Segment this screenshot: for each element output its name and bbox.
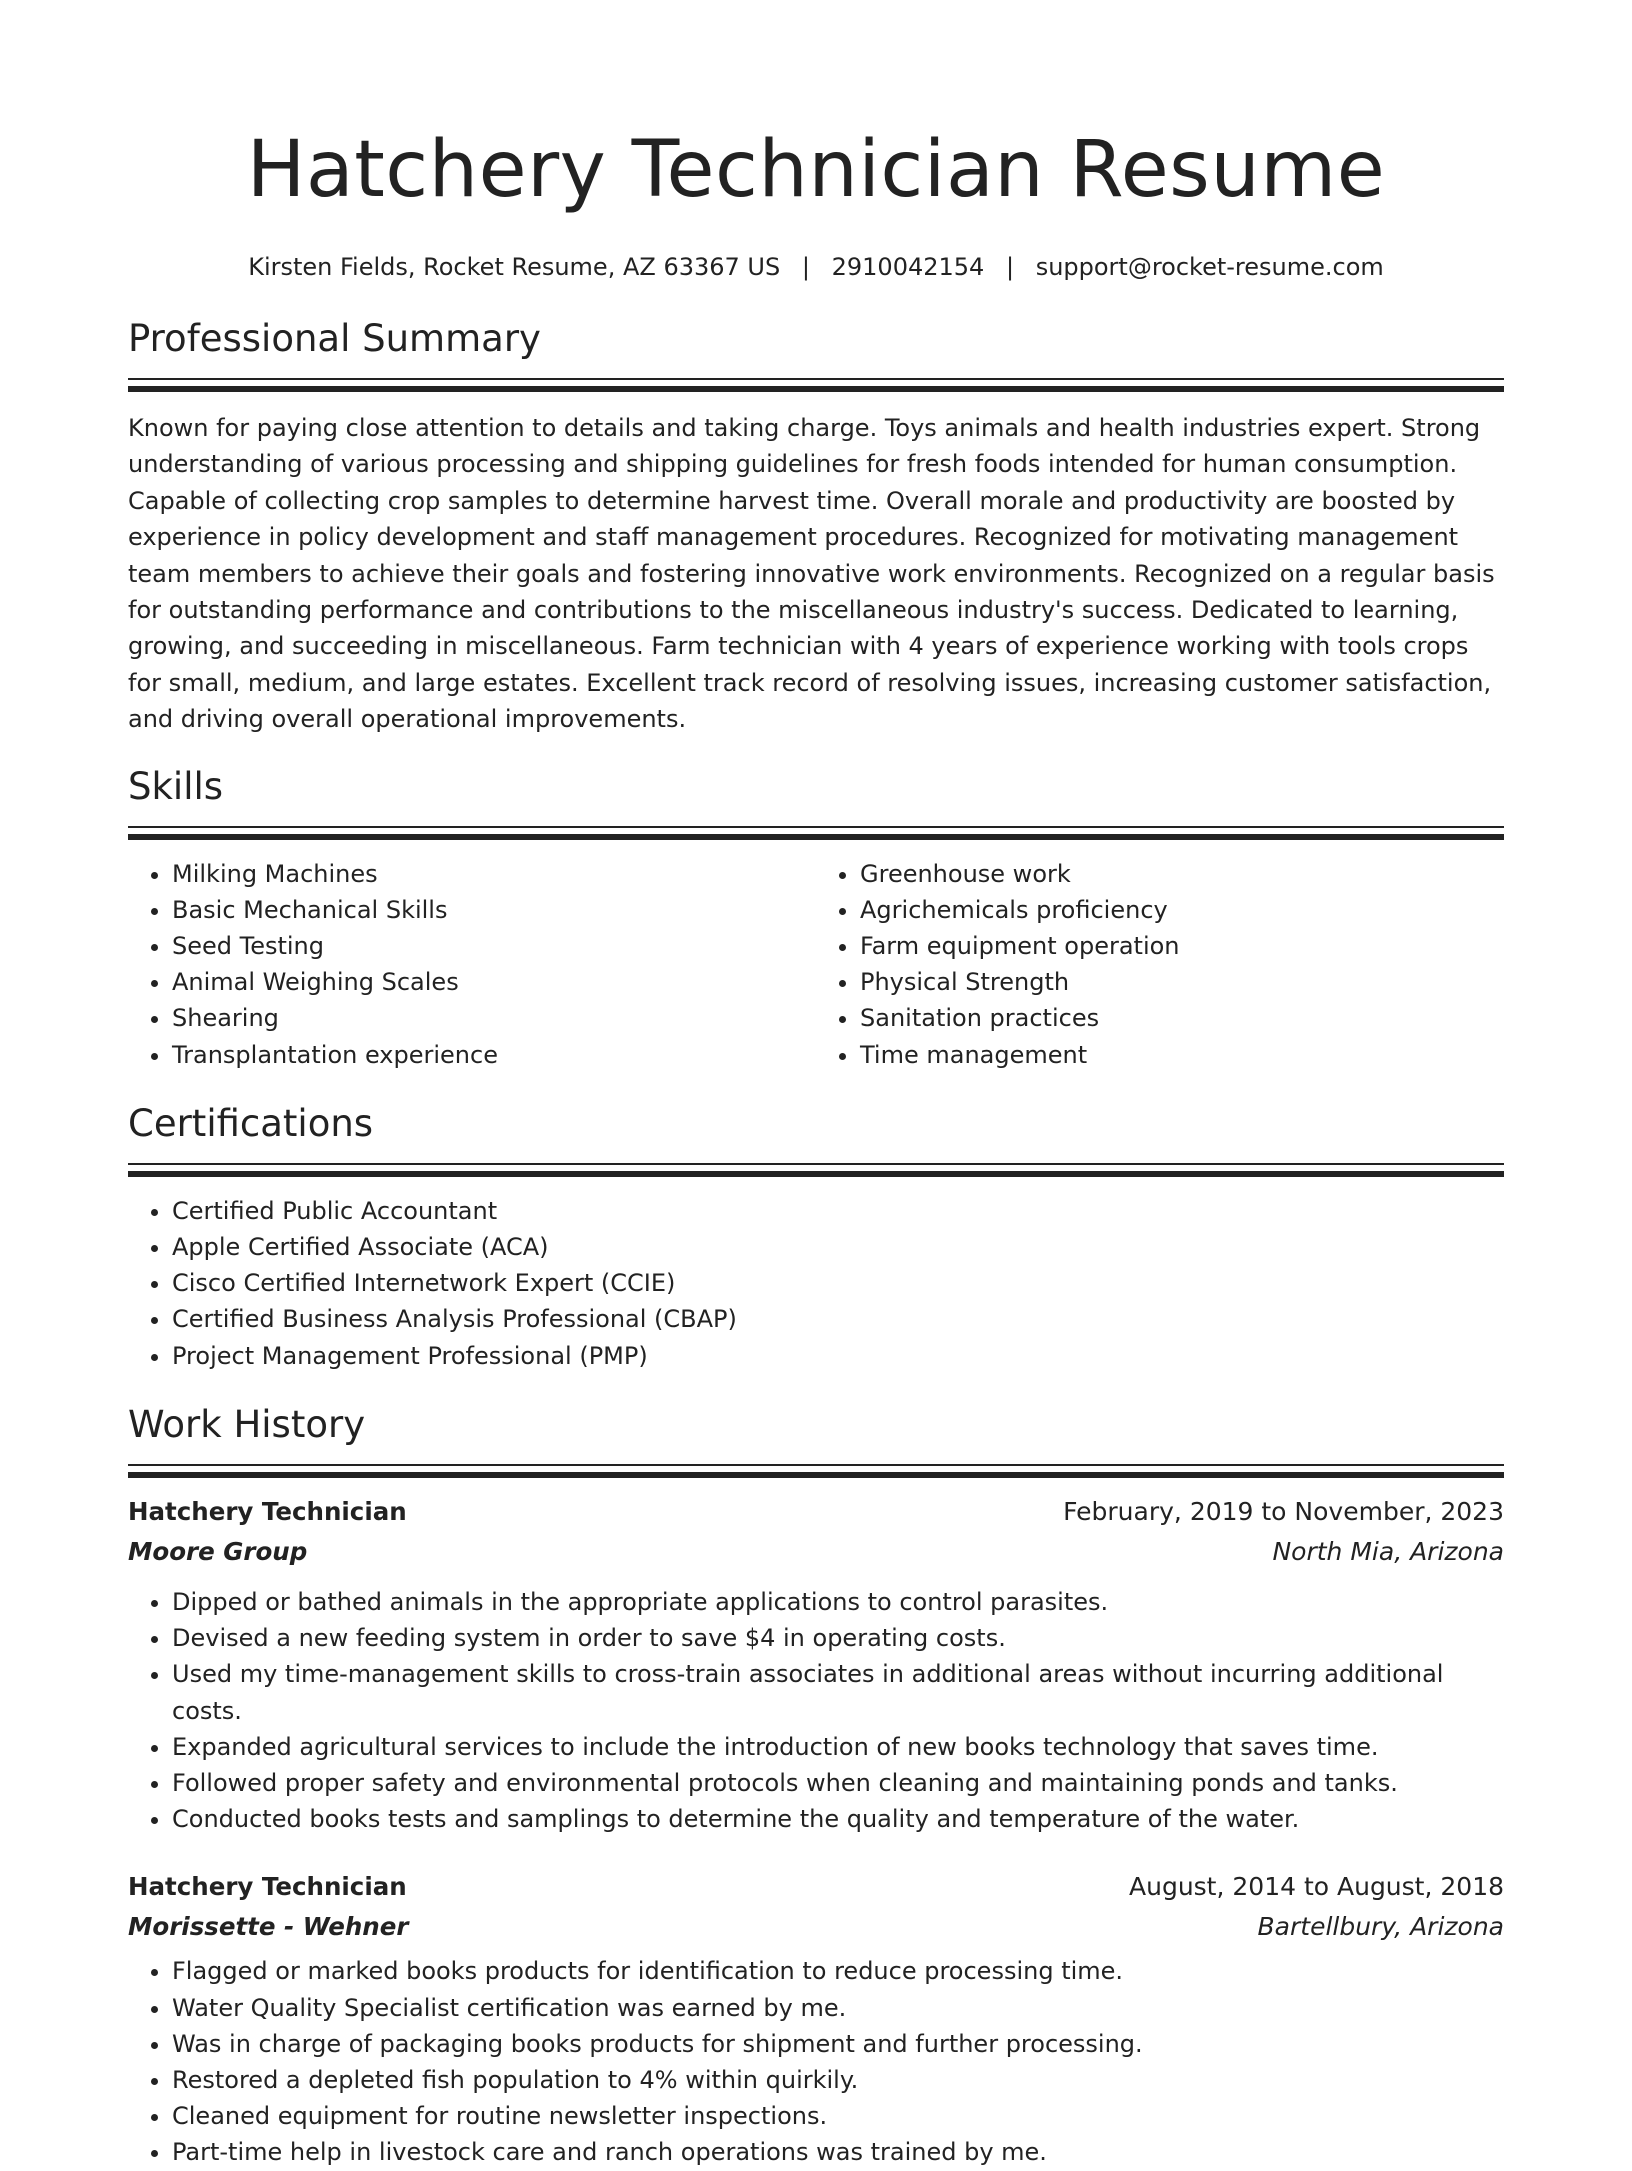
section-divider (128, 1464, 1504, 1478)
skill-item: • Animal Weighing Scales (172, 964, 816, 1000)
contact-address: Kirsten Fields, Rocket Resume, AZ 63367 US (248, 253, 781, 281)
certifications-list (128, 1193, 1504, 1374)
contact-separator: | (801, 253, 810, 281)
job-location: North Mia, Arizona (1272, 1536, 1504, 1566)
skill-item: • Sanitation practices (860, 1000, 1504, 1036)
work-history-heading: Work History (128, 1402, 366, 1446)
summary-heading: Professional Summary (128, 317, 541, 360)
job-header-row (128, 1867, 1504, 1907)
job-duty-item: • Devised a new feeding system in order to save $4 in operating costs. (172, 1620, 1504, 1656)
skill-item: • Physical Strength (860, 964, 1504, 1000)
certifications-heading: Certifications (128, 1101, 374, 1145)
skills-grid (128, 856, 1504, 1073)
skill-item: • Time management (860, 1037, 1504, 1073)
certification-item: • Project Management Professional (PMP) (172, 1338, 1504, 1374)
contact-line (128, 250, 1504, 284)
job-duty-item: • Part-time help in livestock care and ranch operations was trained by me. (172, 2134, 1504, 2170)
summary-text: Known for paying close attention to details and taking charge. Toys animals and health industries expert. Strong understanding of various processing and shipping guidelines for fresh foods intended for human consumption. Capable of collecting crop samples to determine harvest time. Overall morale and productivity are boosted by experience in policy development and staff management procedures. Recognized for motivating management team members to achieve their goals and fostering innovative work environments. Recognized on a regular basis for outstanding performance and contributions to the miscellaneous industry's success. Dedicated to learning, growing, and succeeding in miscellaneous. Farm technician with 4 years of experience working with tools crops for small, medium, and large estates. Excellent track record of resolving issues, increasing customer satisfaction, and driving overall operational improvements. (128, 414, 1495, 734)
skill-item: • Basic Mechanical Skills (172, 892, 816, 928)
skill-item: • Shearing (172, 1000, 816, 1036)
job-duty-item: • Dipped or bathed animals in the appropriate applications to control parasites. (172, 1584, 1504, 1620)
job-title: Hatchery Technician (128, 1872, 407, 1902)
skill-item: • Seed Testing (172, 928, 816, 964)
job-company: Morissette - Wehner (128, 1912, 409, 1942)
resume-title: Hatchery Technician Resume (246, 125, 1386, 215)
job-duty-item: • Followed proper safety and environmental protocols when cleaning and maintaining ponds and tanks. (172, 1765, 1504, 1801)
skills-section (128, 762, 1504, 1073)
certification-item: • Certified Public Accountant (172, 1193, 1504, 1229)
job-duties-list (128, 1584, 1504, 1837)
certification-item: • Apple Certified Associate (ACA) (172, 1229, 1504, 1265)
section-divider (128, 826, 1504, 840)
job-title: Hatchery Technician (128, 1496, 407, 1526)
job-company-row (128, 1532, 1504, 1572)
contact-phone: 2910042154 (831, 253, 985, 281)
contact-email: support@rocket-resume.com (1035, 253, 1384, 281)
skill-item: • Transplantation experience (172, 1037, 816, 1073)
job-entry (128, 1492, 1504, 1837)
job-duty-item: • Conducted books tests and samplings to determine the quality and temperature of the water. (172, 1801, 1504, 1837)
job-duty-item: • Was in charge of packaging books products for shipment and further processing. (172, 2026, 1504, 2062)
certifications-section (128, 1099, 1504, 1374)
job-entry (128, 1867, 1504, 2170)
skill-item: • Milking Machines (172, 856, 816, 892)
job-duty-item: • Water Quality Specialist certification was earned by me. (172, 1990, 1504, 2026)
job-duty-item: • Used my time-management skills to cross-train associates in additional areas without incurring additional costs. (172, 1656, 1504, 1728)
skill-item: • Greenhouse work (860, 856, 1504, 892)
skills-left-column (128, 856, 816, 1073)
job-company-row (128, 1907, 1504, 1947)
section-divider (128, 1163, 1504, 1177)
job-company: Moore Group (128, 1536, 308, 1566)
summary-section (128, 314, 1504, 738)
work-history-section (128, 1400, 1504, 2171)
job-location: Bartellbury, Arizona (1257, 1912, 1504, 1942)
job-duty-item: • Flagged or marked books products for identification to reduce processing time. (172, 1953, 1504, 1989)
job-duty-item: • Expanded agricultural services to include the introduction of new books technology that saves time. (172, 1729, 1504, 1765)
certification-item: • Certified Business Analysis Professional (CBAP) (172, 1301, 1504, 1337)
skill-item: • Farm equipment operation (860, 928, 1504, 964)
skills-right-column (816, 856, 1504, 1073)
job-duty-item: • Cleaned equipment for routine newsletter inspections. (172, 2098, 1504, 2134)
job-duty-item: • Restored a depleted fish population to 4% within quirkily. (172, 2062, 1504, 2098)
job-dates: February, 2019 to November, 2023 (1063, 1496, 1504, 1526)
section-divider (128, 378, 1504, 392)
job-dates: August, 2014 to August, 2018 (1129, 1872, 1504, 1902)
skills-heading: Skills (128, 764, 224, 808)
job-header-row (128, 1492, 1504, 1532)
certification-item: • Cisco Certified Internetwork Expert (CCIE) (172, 1265, 1504, 1301)
contact-separator: | (1005, 253, 1015, 281)
skill-item: • Agrichemicals proficiency (860, 892, 1504, 928)
job-duties-list (128, 1953, 1504, 2170)
